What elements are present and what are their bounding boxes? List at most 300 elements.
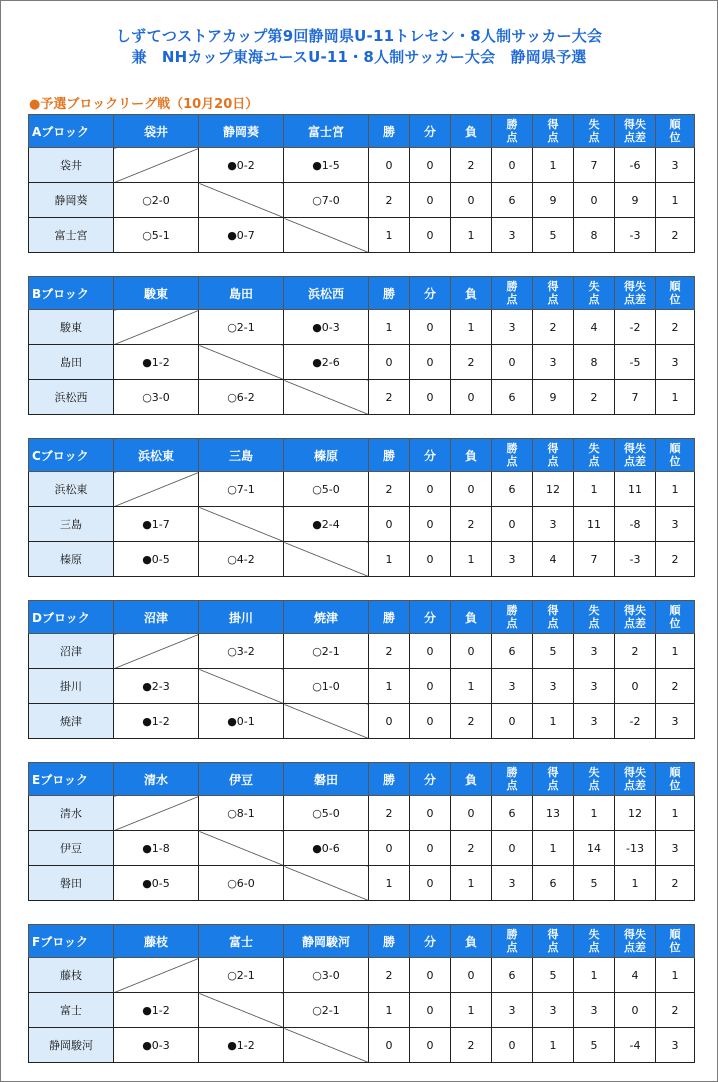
block-table xyxy=(28,762,695,901)
losses-value: 0 xyxy=(451,958,492,993)
team-row-name: 駿東 xyxy=(29,310,114,345)
self-match-cell xyxy=(284,866,369,901)
table-row xyxy=(29,634,695,669)
rank-header-line2: 位 xyxy=(669,455,681,468)
rank-header xyxy=(656,439,695,472)
points-value: 6 xyxy=(492,634,533,669)
self-match-cell xyxy=(199,669,284,704)
points-header-line1: 勝 xyxy=(506,118,518,131)
goals-for-value: 3 xyxy=(533,993,574,1028)
goal-diff-value: -8 xyxy=(615,507,656,542)
draws-header: 分 xyxy=(410,763,451,796)
goals-against-header-line2: 点 xyxy=(588,293,600,306)
rank-header-line1: 順 xyxy=(669,928,681,941)
points-header-line2: 点 xyxy=(506,941,518,954)
points-header-line1: 勝 xyxy=(506,280,518,293)
wins-header: 勝 xyxy=(369,439,410,472)
points-header-line1: 勝 xyxy=(506,766,518,779)
rank-value: 3 xyxy=(656,831,695,866)
goals-for-header-line1: 得 xyxy=(547,604,559,617)
goals-for-value: 12 xyxy=(533,472,574,507)
draws-value: 0 xyxy=(410,183,451,218)
goals-for-header xyxy=(533,925,574,958)
points-value: 6 xyxy=(492,183,533,218)
match-result: ●0-5 xyxy=(114,866,199,901)
draws-value: 0 xyxy=(410,345,451,380)
draws-value: 0 xyxy=(410,310,451,345)
points-header-line1: 勝 xyxy=(506,604,518,617)
match-result: ○2-1 xyxy=(284,993,369,1028)
block-name: Eブロック xyxy=(29,763,114,796)
match-result: ●0-7 xyxy=(199,218,284,253)
self-match-cell xyxy=(199,831,284,866)
draws-value: 0 xyxy=(410,148,451,183)
rank-value: 2 xyxy=(656,669,695,704)
wins-header: 勝 xyxy=(369,115,410,148)
match-result: ○6-2 xyxy=(199,380,284,415)
self-match-cell xyxy=(284,704,369,739)
self-match-cell xyxy=(199,507,284,542)
self-match-cell xyxy=(284,218,369,253)
match-result: ○6-0 xyxy=(199,866,284,901)
goal-diff-header xyxy=(615,763,656,796)
goal-diff-value: -6 xyxy=(615,148,656,183)
team-column-header: 富士宮 xyxy=(284,115,369,148)
match-result: ○2-1 xyxy=(199,958,284,993)
goals-for-value: 5 xyxy=(533,958,574,993)
wins-value: 2 xyxy=(369,472,410,507)
goal-diff-value: -5 xyxy=(615,345,656,380)
rank-header xyxy=(656,277,695,310)
goal-diff-value: 12 xyxy=(615,796,656,831)
goals-for-header xyxy=(533,439,574,472)
points-header-line2: 点 xyxy=(506,617,518,630)
goal-diff-value: 9 xyxy=(615,183,656,218)
rank-header-line1: 順 xyxy=(669,118,681,131)
goal-diff-header-line1: 得失 xyxy=(624,928,646,941)
goals-against-value: 7 xyxy=(574,542,615,577)
rank-value: 1 xyxy=(656,183,695,218)
losses-header: 負 xyxy=(451,439,492,472)
table-row xyxy=(29,993,695,1028)
goals-against-header-line2: 点 xyxy=(588,455,600,468)
goals-against-header-line1: 失 xyxy=(588,766,600,779)
section-subtitle: ●予選ブロックリーグ戦（10月20日） xyxy=(29,97,259,112)
goals-for-header-line2: 点 xyxy=(547,617,559,630)
match-result: ●1-5 xyxy=(284,148,369,183)
self-match-cell xyxy=(114,148,199,183)
wins-value: 0 xyxy=(369,345,410,380)
draws-value: 0 xyxy=(410,472,451,507)
team-row-name: 榛原 xyxy=(29,542,114,577)
goal-diff-header-line1: 得失 xyxy=(624,604,646,617)
wins-value: 1 xyxy=(369,993,410,1028)
losses-value: 1 xyxy=(451,310,492,345)
draws-value: 0 xyxy=(410,866,451,901)
goals-against-value: 1 xyxy=(574,958,615,993)
losses-value: 0 xyxy=(451,183,492,218)
match-result: ○5-1 xyxy=(114,218,199,253)
goal-diff-value: 0 xyxy=(615,669,656,704)
self-match-cell xyxy=(114,310,199,345)
team-row-name: 富士宮 xyxy=(29,218,114,253)
rank-value: 3 xyxy=(656,345,695,380)
team-column-header: 藤枝 xyxy=(114,925,199,958)
goals-against-header-line2: 点 xyxy=(588,617,600,630)
goals-against-value: 5 xyxy=(574,1028,615,1063)
rank-header-line2: 位 xyxy=(669,779,681,792)
goals-against-header-line2: 点 xyxy=(588,779,600,792)
goals-against-value: 7 xyxy=(574,148,615,183)
points-header-line1: 勝 xyxy=(506,928,518,941)
goals-against-value: 2 xyxy=(574,380,615,415)
goal-diff-value: -2 xyxy=(615,310,656,345)
wins-value: 2 xyxy=(369,634,410,669)
draws-value: 0 xyxy=(410,993,451,1028)
self-match-cell xyxy=(114,472,199,507)
team-row-name: 静岡葵 xyxy=(29,183,114,218)
points-header xyxy=(492,601,533,634)
goal-diff-header-line2: 点差 xyxy=(624,617,646,630)
match-result: ●0-3 xyxy=(284,310,369,345)
team-row-name: 浜松東 xyxy=(29,472,114,507)
draws-header: 分 xyxy=(410,115,451,148)
goals-against-header-line1: 失 xyxy=(588,280,600,293)
self-match-cell xyxy=(114,796,199,831)
team-column-header: 沼津 xyxy=(114,601,199,634)
goal-diff-value: 1 xyxy=(615,866,656,901)
wins-value: 0 xyxy=(369,704,410,739)
table-row xyxy=(29,507,695,542)
team-column-header: 島田 xyxy=(199,277,284,310)
losses-value: 2 xyxy=(451,831,492,866)
goals-against-value: 3 xyxy=(574,993,615,1028)
team-column-header: 駿東 xyxy=(114,277,199,310)
wins-value: 0 xyxy=(369,1028,410,1063)
team-row-name: 清水 xyxy=(29,796,114,831)
points-header-line2: 点 xyxy=(506,131,518,144)
page-title-line2: 兼 NHカップ東海ユースU-11・8人制サッカー大会 静岡県予選 xyxy=(131,48,587,66)
points-header xyxy=(492,763,533,796)
table-row xyxy=(29,831,695,866)
match-result: ○2-1 xyxy=(199,310,284,345)
points-value: 3 xyxy=(492,218,533,253)
team-row-name: 袋井 xyxy=(29,148,114,183)
goals-against-value: 11 xyxy=(574,507,615,542)
team-row-name: 焼津 xyxy=(29,704,114,739)
draws-header: 分 xyxy=(410,601,451,634)
goals-for-value: 3 xyxy=(533,669,574,704)
goals-against-header xyxy=(574,601,615,634)
points-value: 6 xyxy=(492,380,533,415)
match-result: ●1-2 xyxy=(114,704,199,739)
points-value: 0 xyxy=(492,1028,533,1063)
losses-value: 1 xyxy=(451,866,492,901)
rank-header xyxy=(656,925,695,958)
draws-value: 0 xyxy=(410,380,451,415)
wins-value: 2 xyxy=(369,380,410,415)
losses-header: 負 xyxy=(451,115,492,148)
goals-for-value: 13 xyxy=(533,796,574,831)
goals-against-header xyxy=(574,277,615,310)
rank-header xyxy=(656,115,695,148)
draws-value: 0 xyxy=(410,796,451,831)
goal-diff-value: -3 xyxy=(615,542,656,577)
losses-value: 0 xyxy=(451,472,492,507)
draws-header: 分 xyxy=(410,439,451,472)
goals-for-header-line2: 点 xyxy=(547,941,559,954)
match-result: ○2-1 xyxy=(284,634,369,669)
match-result: ○7-1 xyxy=(199,472,284,507)
match-result: ○3-0 xyxy=(114,380,199,415)
points-value: 3 xyxy=(492,993,533,1028)
goals-for-header-line2: 点 xyxy=(547,455,559,468)
draws-value: 0 xyxy=(410,634,451,669)
wins-header: 勝 xyxy=(369,925,410,958)
self-match-cell xyxy=(199,183,284,218)
team-column-header: 焼津 xyxy=(284,601,369,634)
rank-value: 3 xyxy=(656,148,695,183)
table-row xyxy=(29,148,695,183)
goal-diff-header-line2: 点差 xyxy=(624,131,646,144)
points-header-line1: 勝 xyxy=(506,442,518,455)
rank-header xyxy=(656,601,695,634)
block-table xyxy=(28,114,695,253)
losses-value: 2 xyxy=(451,1028,492,1063)
goals-against-value: 8 xyxy=(574,345,615,380)
match-result: ●0-3 xyxy=(114,1028,199,1063)
points-value: 6 xyxy=(492,958,533,993)
block-header-row xyxy=(29,439,695,472)
team-column-header: 掛川 xyxy=(199,601,284,634)
goals-for-value: 3 xyxy=(533,345,574,380)
points-header-line2: 点 xyxy=(506,779,518,792)
goals-for-header-line2: 点 xyxy=(547,131,559,144)
team-column-header: 浜松東 xyxy=(114,439,199,472)
block-name: Dブロック xyxy=(29,601,114,634)
rank-value: 2 xyxy=(656,542,695,577)
table-row xyxy=(29,669,695,704)
goals-for-header-line2: 点 xyxy=(547,293,559,306)
points-header-line2: 点 xyxy=(506,455,518,468)
table-row xyxy=(29,796,695,831)
team-column-header: 伊豆 xyxy=(199,763,284,796)
goals-for-value: 9 xyxy=(533,183,574,218)
team-column-header: 静岡葵 xyxy=(199,115,284,148)
block-name: Bブロック xyxy=(29,277,114,310)
team-row-name: 藤枝 xyxy=(29,958,114,993)
match-result: ●0-6 xyxy=(284,831,369,866)
draws-value: 0 xyxy=(410,704,451,739)
losses-value: 2 xyxy=(451,704,492,739)
table-row xyxy=(29,183,695,218)
losses-header: 負 xyxy=(451,277,492,310)
goal-diff-header xyxy=(615,925,656,958)
goals-for-header-line1: 得 xyxy=(547,118,559,131)
rank-value: 2 xyxy=(656,866,695,901)
goals-against-header-line2: 点 xyxy=(588,941,600,954)
points-header xyxy=(492,115,533,148)
goals-against-value: 0 xyxy=(574,183,615,218)
goal-diff-header-line1: 得失 xyxy=(624,442,646,455)
table-row xyxy=(29,380,695,415)
goal-diff-header xyxy=(615,601,656,634)
block-header-row xyxy=(29,115,695,148)
goal-diff-header-line2: 点差 xyxy=(624,293,646,306)
goals-for-header xyxy=(533,277,574,310)
team-row-name: 三島 xyxy=(29,507,114,542)
rank-header-line1: 順 xyxy=(669,766,681,779)
points-header xyxy=(492,439,533,472)
team-row-name: 磐田 xyxy=(29,866,114,901)
rank-header-line1: 順 xyxy=(669,442,681,455)
self-match-cell xyxy=(114,958,199,993)
match-result: ●1-8 xyxy=(114,831,199,866)
team-column-header: 三島 xyxy=(199,439,284,472)
match-result: ●2-4 xyxy=(284,507,369,542)
draws-header: 分 xyxy=(410,925,451,958)
points-value: 0 xyxy=(492,704,533,739)
goals-against-value: 3 xyxy=(574,669,615,704)
goal-diff-value: 4 xyxy=(615,958,656,993)
goals-for-header-line1: 得 xyxy=(547,928,559,941)
wins-header: 勝 xyxy=(369,277,410,310)
goal-diff-header-line2: 点差 xyxy=(624,779,646,792)
self-match-cell xyxy=(284,1028,369,1063)
goals-for-value: 3 xyxy=(533,507,574,542)
goal-diff-value: -2 xyxy=(615,704,656,739)
rank-header xyxy=(656,763,695,796)
goals-against-header xyxy=(574,925,615,958)
goals-against-header-line1: 失 xyxy=(588,604,600,617)
wins-value: 1 xyxy=(369,310,410,345)
match-result: ●0-2 xyxy=(199,148,284,183)
goals-against-header-line1: 失 xyxy=(588,118,600,131)
goal-diff-value: 11 xyxy=(615,472,656,507)
goal-diff-header-line1: 得失 xyxy=(624,118,646,131)
team-row-name: 島田 xyxy=(29,345,114,380)
match-result: ●2-3 xyxy=(114,669,199,704)
goals-against-header-line1: 失 xyxy=(588,928,600,941)
table-row xyxy=(29,310,695,345)
match-result: ●0-5 xyxy=(114,542,199,577)
goal-diff-header xyxy=(615,277,656,310)
goals-for-value: 1 xyxy=(533,704,574,739)
rank-value: 1 xyxy=(656,472,695,507)
goal-diff-value: -4 xyxy=(615,1028,656,1063)
goals-for-header xyxy=(533,601,574,634)
points-value: 0 xyxy=(492,831,533,866)
losses-value: 0 xyxy=(451,380,492,415)
rank-value: 2 xyxy=(656,218,695,253)
points-value: 6 xyxy=(492,472,533,507)
wins-value: 2 xyxy=(369,796,410,831)
wins-value: 1 xyxy=(369,542,410,577)
block-header-row xyxy=(29,277,695,310)
match-result: ○5-0 xyxy=(284,472,369,507)
match-result: ●1-2 xyxy=(114,993,199,1028)
rank-value: 2 xyxy=(656,993,695,1028)
page-title-line1: しずてつストアカップ第9回静岡県U-11トレセン・8人制サッカー大会 xyxy=(115,27,603,45)
goals-against-header xyxy=(574,439,615,472)
wins-value: 1 xyxy=(369,866,410,901)
block-name: Aブロック xyxy=(29,115,114,148)
goal-diff-header-line2: 点差 xyxy=(624,455,646,468)
team-row-name: 掛川 xyxy=(29,669,114,704)
goals-against-value: 4 xyxy=(574,310,615,345)
goal-diff-header xyxy=(615,439,656,472)
goals-for-value: 1 xyxy=(533,1028,574,1063)
losses-value: 1 xyxy=(451,218,492,253)
match-result: ○3-2 xyxy=(199,634,284,669)
goals-against-header xyxy=(574,763,615,796)
rank-header-line2: 位 xyxy=(669,941,681,954)
rank-value: 1 xyxy=(656,796,695,831)
points-value: 6 xyxy=(492,796,533,831)
goal-diff-header-line1: 得失 xyxy=(624,280,646,293)
goals-for-value: 5 xyxy=(533,634,574,669)
losses-value: 2 xyxy=(451,148,492,183)
goals-for-value: 1 xyxy=(533,831,574,866)
team-row-name: 静岡駿河 xyxy=(29,1028,114,1063)
points-value: 3 xyxy=(492,310,533,345)
goal-diff-header-line1: 得失 xyxy=(624,766,646,779)
match-result: ●0-1 xyxy=(199,704,284,739)
rank-header-line2: 位 xyxy=(669,131,681,144)
points-header-line2: 点 xyxy=(506,293,518,306)
goals-against-value: 3 xyxy=(574,634,615,669)
goal-diff-value: 0 xyxy=(615,993,656,1028)
goals-against-value: 1 xyxy=(574,796,615,831)
rank-header-line1: 順 xyxy=(669,280,681,293)
team-column-header: 静岡駿河 xyxy=(284,925,369,958)
wins-header: 勝 xyxy=(369,763,410,796)
team-column-header: 富士 xyxy=(199,925,284,958)
self-match-cell xyxy=(284,380,369,415)
draws-value: 0 xyxy=(410,669,451,704)
losses-header: 負 xyxy=(451,925,492,958)
table-row xyxy=(29,1028,695,1063)
block-table xyxy=(28,276,695,415)
team-column-header: 清水 xyxy=(114,763,199,796)
block-table xyxy=(28,600,695,739)
points-value: 0 xyxy=(492,345,533,380)
match-result: ○4-2 xyxy=(199,542,284,577)
goal-diff-value: -13 xyxy=(615,831,656,866)
self-match-cell xyxy=(284,542,369,577)
rank-header-line1: 順 xyxy=(669,604,681,617)
wins-value: 0 xyxy=(369,831,410,866)
draws-value: 0 xyxy=(410,831,451,866)
block-table xyxy=(28,438,695,577)
goals-for-header-line2: 点 xyxy=(547,779,559,792)
match-result: ●1-7 xyxy=(114,507,199,542)
self-match-cell xyxy=(114,634,199,669)
block-name: Cブロック xyxy=(29,439,114,472)
goals-for-value: 5 xyxy=(533,218,574,253)
wins-value: 1 xyxy=(369,218,410,253)
wins-value: 0 xyxy=(369,148,410,183)
draws-header: 分 xyxy=(410,277,451,310)
draws-value: 0 xyxy=(410,958,451,993)
block-table xyxy=(28,924,695,1063)
goals-for-header-line1: 得 xyxy=(547,280,559,293)
goals-for-header-line1: 得 xyxy=(547,766,559,779)
goals-against-value: 5 xyxy=(574,866,615,901)
match-result: ○7-0 xyxy=(284,183,369,218)
losses-header: 負 xyxy=(451,601,492,634)
team-row-name: 伊豆 xyxy=(29,831,114,866)
